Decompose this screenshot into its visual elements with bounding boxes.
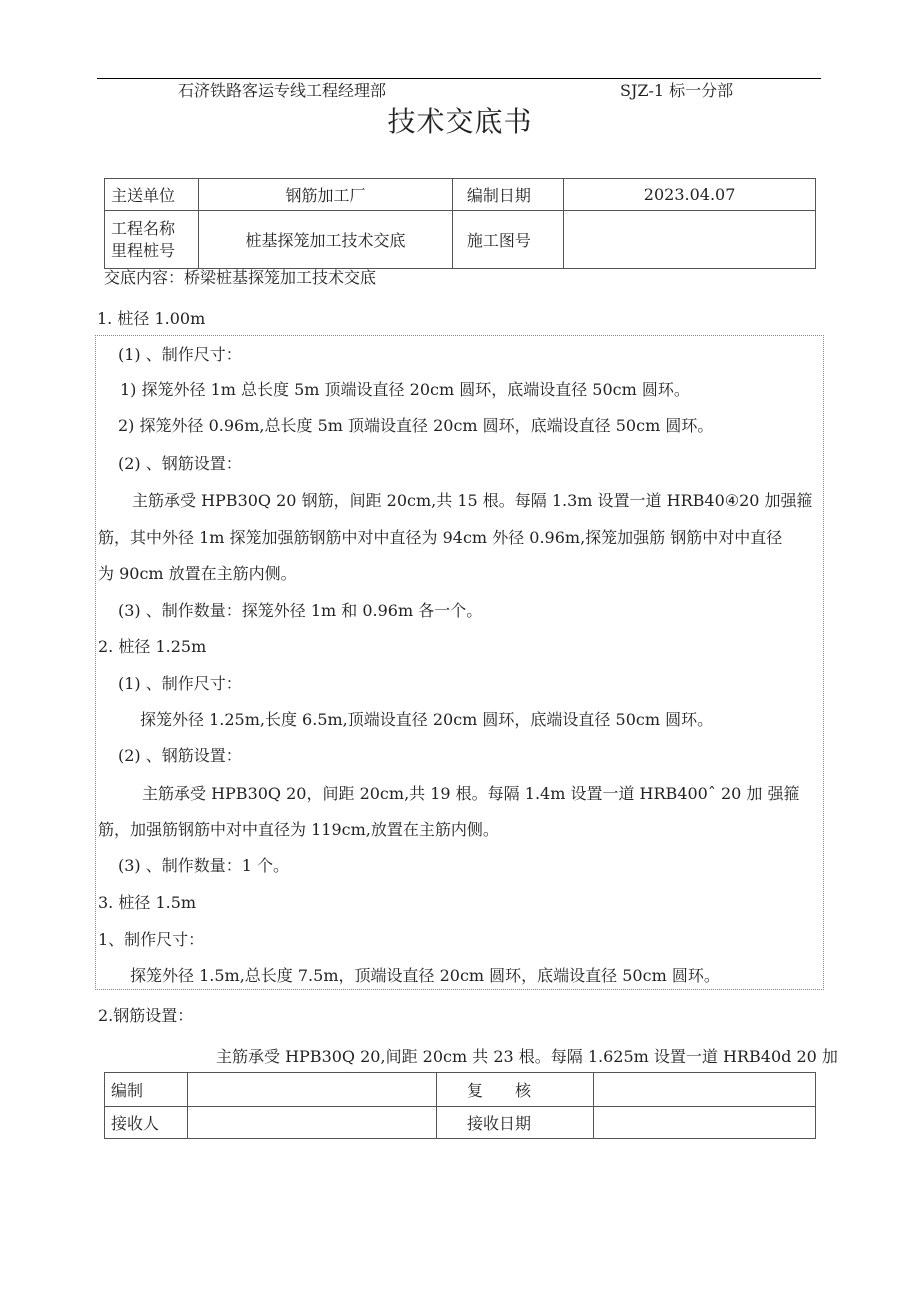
drawing-label: 施工图号	[452, 211, 563, 269]
send-unit-value: 钢筋加工厂	[199, 179, 453, 211]
receive-date-label: 接收日期	[437, 1107, 594, 1139]
info-row-send	[105, 179, 816, 211]
s3-rebar-heading: 2.钢筋设置：	[98, 1006, 194, 1025]
content-intro: 交底内容：桥梁桩基探笼加工技术交底	[104, 268, 377, 287]
s1-rebar-text-2: 筋，其中外径 1m 探笼加强筋钢筋中对中直径为 94cm 外径 0.96m,探笼加强筋 钢筋中对中直径	[98, 528, 783, 547]
s2-rebar-text-2: 筋，加强筋钢筋中对中直径为 119cm,放置在主筋内侧。	[98, 820, 499, 839]
receive-date-value	[594, 1107, 816, 1139]
review-value	[594, 1073, 816, 1107]
s1-rebar-heading: (2) 、钢筋设置：	[118, 454, 242, 473]
s3-size-text: 探笼外径 1.5m,总长度 7.5m，顶端设直径 20cm 圆环，底端设直径 50cm 圆环。	[130, 966, 720, 985]
section-1-title: 1. 桩径 1.00m	[97, 309, 206, 328]
s1-size-item-2: 2) 探笼外径 0.96m,总长度 5m 顶端设直径 20cm 圆环，底端设直径 50cm 圆环。	[118, 416, 714, 435]
date-value: 2023.04.07	[564, 179, 816, 211]
page-title: 技术交底书	[387, 105, 533, 138]
section-2-title: 2. 桩径 1.25m	[98, 637, 207, 656]
s1-rebar-text-3: 为 90cm 放置在主筋内侧。	[98, 564, 297, 583]
sign-table	[104, 1072, 816, 1139]
s1-rebar-text-1: 主筋承受 HPB30Q 20 钢筋，间距 20cm,共 15 根。每隔 1.3m 设置一道 HRB40④20 加强箍	[132, 491, 813, 510]
receiver-label: 接收人	[105, 1107, 188, 1139]
s3-size-heading: 1、制作尺寸：	[98, 930, 205, 949]
date-label: 编制日期	[452, 179, 563, 211]
project-label-line-1: 工程名称	[111, 218, 176, 238]
sign-row-1	[105, 1073, 816, 1107]
project-label-line-2: 里程桩号	[111, 240, 176, 260]
s1-size-heading: (1) 、制作尺寸：	[118, 345, 242, 364]
section-3-title: 3. 桩径 1.5m	[98, 893, 197, 912]
editor-label: 编制	[105, 1073, 188, 1107]
drawing-value	[564, 211, 816, 269]
s1-quantity: (3) 、制作数量：探笼外径 1m 和 0.96m 各一个。	[118, 601, 483, 620]
send-unit-label: 主送单位	[105, 179, 199, 211]
s1-size-item-1: 1) 探笼外径 1m 总长度 5m 顶端设直径 20cm 圆环，底端设直径 50cm 圆环。	[120, 380, 690, 399]
info-row-project	[105, 211, 816, 269]
s2-quantity: (3) 、制作数量：1 个。	[118, 856, 290, 875]
project-value: 桩基探笼加工技术交底	[199, 211, 453, 269]
s2-size-text: 探笼外径 1.25m,长度 6.5m,顶端设直径 20cm 圆环，底端设直径 50cm 圆环。	[140, 710, 714, 729]
s3-rebar-text-1: 主筋承受 HPB30Q 20,间距 20cm 共 23 根。每隔 1.625m 设置一道 HRB40d 20 加	[216, 1047, 838, 1066]
info-table	[104, 178, 816, 269]
doc-code: SJZ-1 标一分部	[620, 81, 734, 100]
receiver-value	[188, 1107, 437, 1139]
project-label	[105, 211, 199, 269]
review-label: 复 核	[437, 1073, 594, 1107]
sign-row-2	[105, 1107, 816, 1139]
s2-size-heading: (1) 、制作尺寸：	[118, 674, 242, 693]
s2-rebar-heading: (2) 、钢筋设置：	[118, 746, 242, 765]
org-name: 石济铁路客运专线工程经理部	[178, 81, 387, 100]
editor-value	[188, 1073, 437, 1107]
s2-rebar-text-1: 主筋承受 HPB30Q 20，间距 20cm,共 19 根。每隔 1.4m 设置一道 HRB400ˆ 20 加 强箍	[142, 784, 800, 803]
